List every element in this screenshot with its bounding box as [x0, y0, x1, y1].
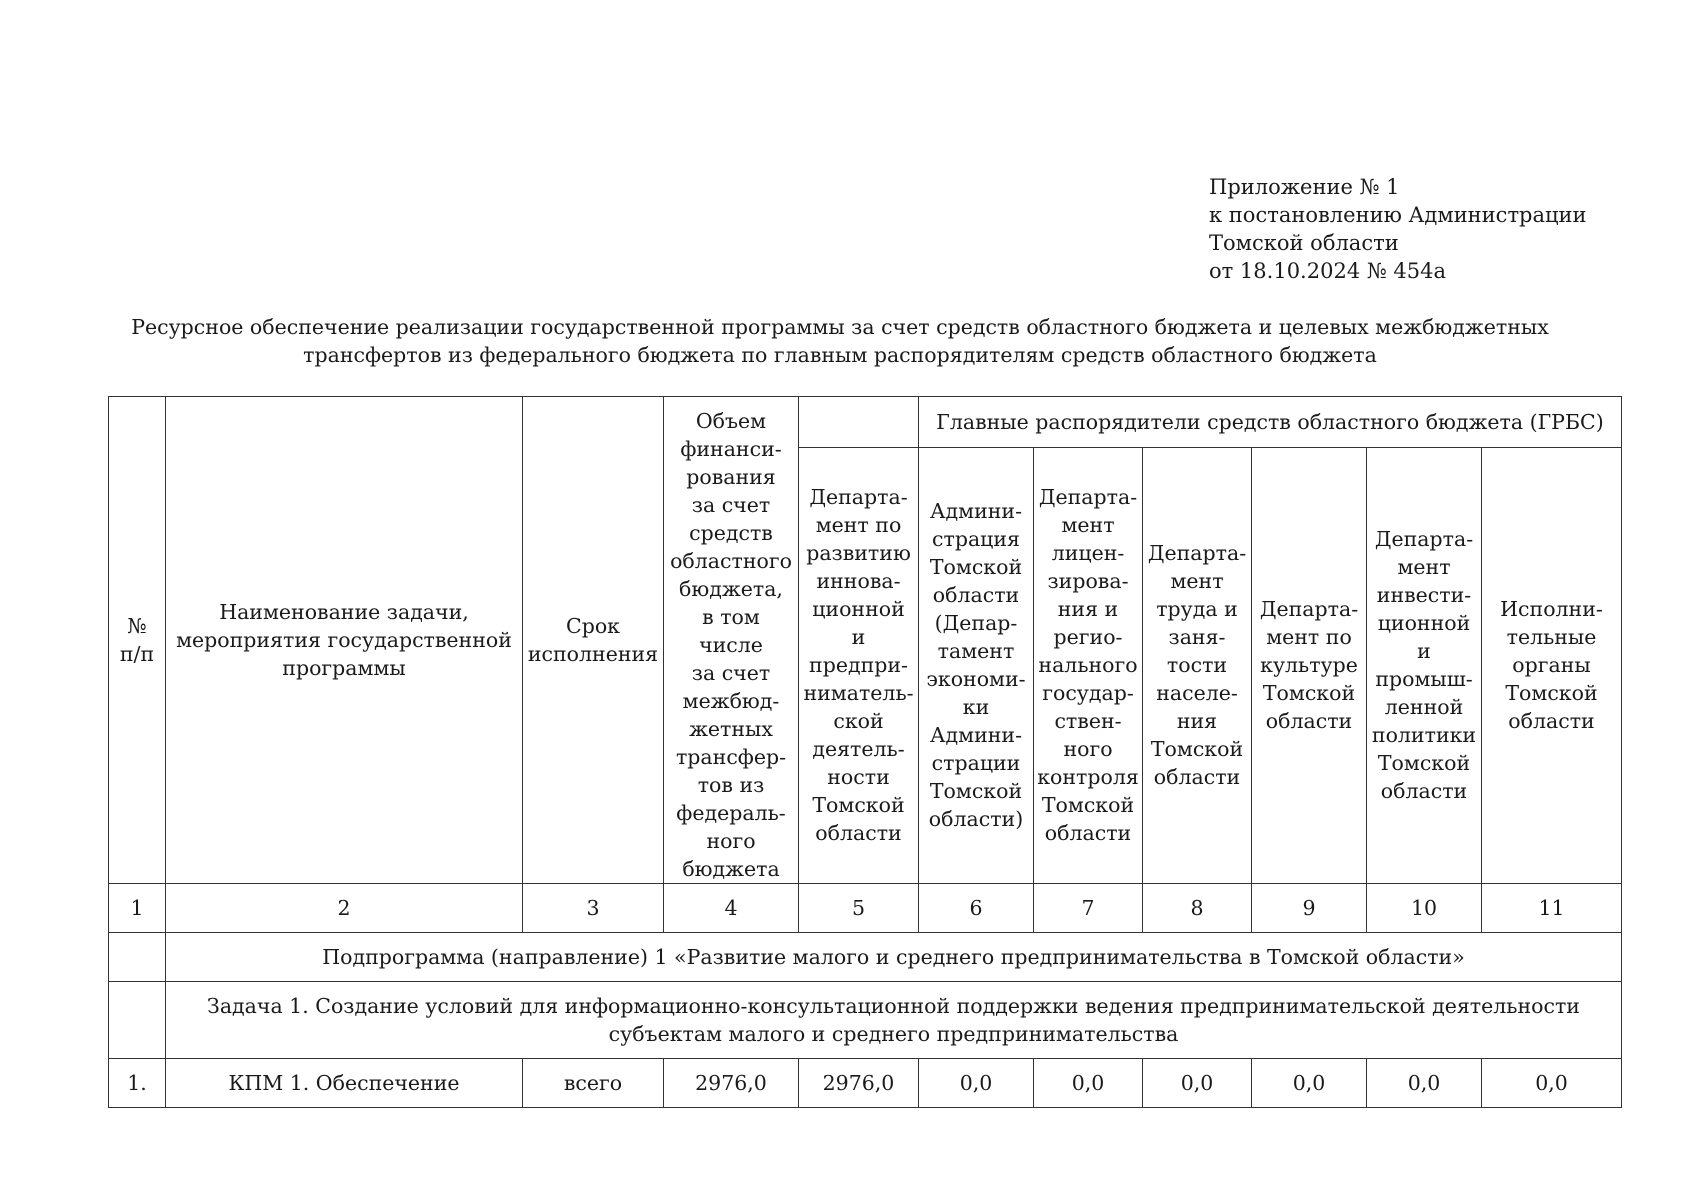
appendix-block	[1209, 173, 1587, 285]
row-value-col-9: 0,0	[1252, 1059, 1367, 1108]
row-value-col-5: 2976,0	[799, 1059, 919, 1108]
header-grbs-group: Главные распорядители средств областного бюджета (ГРБС)	[919, 397, 1622, 448]
row-num: 1.	[109, 1059, 166, 1108]
subprogram-row	[109, 933, 1622, 982]
header-name: Наименование задачи, мероприятия государственной программы	[166, 397, 523, 884]
column-number: 10	[1367, 884, 1482, 933]
column-number-row	[109, 884, 1622, 933]
row-value-col-8: 0,0	[1143, 1059, 1252, 1108]
appendix-line-3: Томской области	[1209, 231, 1399, 255]
appendix-line-2: к постановлению Администрации	[1209, 203, 1587, 227]
header-num: № п/п	[109, 397, 166, 884]
row-value-col-6: 0,0	[919, 1059, 1034, 1108]
column-number: 5	[799, 884, 919, 933]
task-num-cell	[109, 982, 166, 1059]
title-line-1: Ресурсное обеспечение реализации государственной программы за счет средств областного бюджета и целевых межбюджетных	[131, 315, 1549, 339]
row-name: КПМ 1. Обеспечение	[166, 1059, 523, 1108]
column-number: 9	[1252, 884, 1367, 933]
document-title	[100, 313, 1580, 369]
header-col-5: Департа- мент по развитию иннова- ционной и предпри- ниматель- ской деятель- ности Томской области	[799, 447, 919, 883]
column-number: 4	[664, 884, 799, 933]
subprogram-title: Подпрограмма (направление) 1 «Развитие малого и среднего предпринимательства в Томской области»	[166, 933, 1622, 982]
header-blank	[799, 397, 919, 448]
task-row	[109, 982, 1622, 1059]
column-number: 6	[919, 884, 1034, 933]
header-row-top	[109, 397, 1622, 448]
header-col-6: Админи- страция Томской области (Депар- тамент экономи- ки Админи- страции Томской области)	[919, 447, 1034, 883]
header-col-7: Департа- мент лицен- зирова- ния и регио- нального государ- ствен- ного контроля Томской области	[1034, 447, 1143, 883]
row-value-volume: 2976,0	[664, 1059, 799, 1108]
appendix-line-1: Приложение № 1	[1209, 175, 1400, 199]
header-term: Срок исполнения	[523, 397, 664, 884]
appendix-line-4: от 18.10.2024 № 454а	[1209, 259, 1446, 283]
header-col-9: Департа- мент по культуре Томской области	[1252, 447, 1367, 883]
task-title: Задача 1. Создание условий для информационно-консультационной поддержки ведения предпринимательской деятельности субъектам малого и среднего предпринимательства	[166, 982, 1622, 1059]
title-line-2: трансфертов из федерального бюджета по главным распорядителям средств областного бюджета	[303, 343, 1377, 367]
row-value-col-11: 0,0	[1482, 1059, 1622, 1108]
header-col-10: Департа- мент инвести- ционной и промыш- ленной политики Томской области	[1367, 447, 1482, 883]
subprogram-num-cell	[109, 933, 166, 982]
column-number: 11	[1482, 884, 1622, 933]
row-term: всего	[523, 1059, 664, 1108]
column-number: 1	[109, 884, 166, 933]
column-number: 3	[523, 884, 664, 933]
header-volume: Объем финанси- рования за счет средств областного бюджета, в том числе за счет межбюд- жетных трансфер- тов из федераль- ного бюджета	[664, 397, 799, 884]
column-number: 7	[1034, 884, 1143, 933]
header-col-11: Исполни- тельные органы Томской области	[1482, 447, 1622, 883]
header-col-8: Департа- мент труда и заня- тости населе- ния Томской области	[1143, 447, 1252, 883]
row-value-col-7: 0,0	[1034, 1059, 1143, 1108]
table-row	[109, 1059, 1622, 1108]
row-value-col-10: 0,0	[1367, 1059, 1482, 1108]
resource-table	[108, 396, 1622, 1108]
column-number: 2	[166, 884, 523, 933]
column-number: 8	[1143, 884, 1252, 933]
